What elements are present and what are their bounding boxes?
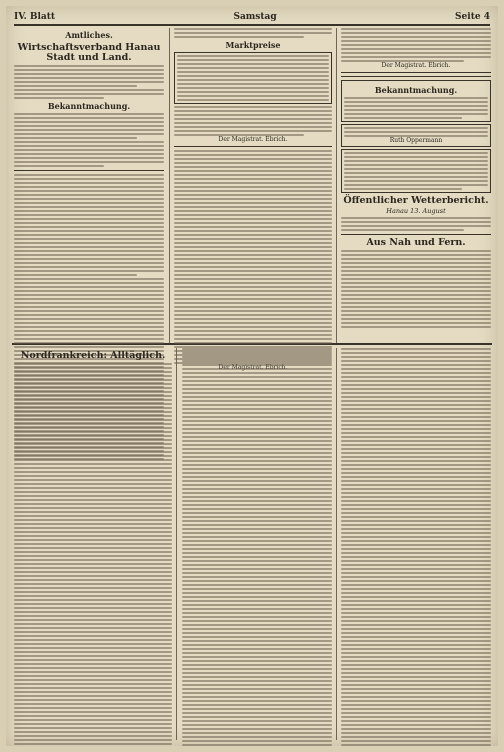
weather-subtitle: Hanau 13. August <box>386 207 446 215</box>
column-divider <box>169 28 170 343</box>
column-1-bottom <box>14 348 172 740</box>
signature: Der Magistrat. Ebrich. <box>218 136 288 143</box>
header-right: Seite 4 <box>455 12 490 22</box>
column-divider <box>176 348 177 740</box>
text-block <box>341 217 491 231</box>
text-block <box>14 363 172 745</box>
column-3-top <box>341 28 491 341</box>
text-block <box>14 65 164 99</box>
column-divider <box>336 28 337 343</box>
page-header <box>14 10 490 26</box>
text-block <box>182 348 332 746</box>
text-block <box>341 348 491 746</box>
announcement-box <box>341 124 491 147</box>
table-title: Marktpreise <box>225 40 281 50</box>
column-1-top <box>14 28 164 341</box>
bottom-title: Nordfrankreich: Alltäglich. <box>20 350 166 361</box>
column-3-bottom <box>341 348 491 740</box>
text-block <box>14 113 164 167</box>
marriage-name: Ruth Oppermann <box>389 137 443 144</box>
text-block <box>174 150 332 364</box>
header-center: Samstag <box>233 12 277 22</box>
column-2-top <box>174 28 332 341</box>
price-table <box>174 52 332 104</box>
text-block <box>174 28 332 38</box>
notice-box <box>341 80 491 122</box>
text-block <box>341 28 491 62</box>
column-divider <box>336 348 337 740</box>
weather-title: Öffentlicher Wetterbericht. <box>343 195 489 206</box>
notice2-label: Bekanntmachung. <box>47 101 131 111</box>
notice-label: Amtliches. <box>65 30 113 40</box>
signature: Der Magistrat. Ebrich. <box>381 62 451 69</box>
schedule-box <box>341 149 491 193</box>
box-title: Bekanntmachung. <box>374 85 458 95</box>
header-left: IV. Blatt <box>14 12 56 22</box>
section-title: Aus Nah und Fern. <box>366 237 466 248</box>
text-block <box>174 106 332 136</box>
text-block <box>341 250 491 328</box>
article-title: Wirtschaftsverband Hanau Stadt und Land. <box>17 42 161 63</box>
newspaper-page <box>6 6 498 746</box>
column-2-bottom <box>182 348 332 740</box>
